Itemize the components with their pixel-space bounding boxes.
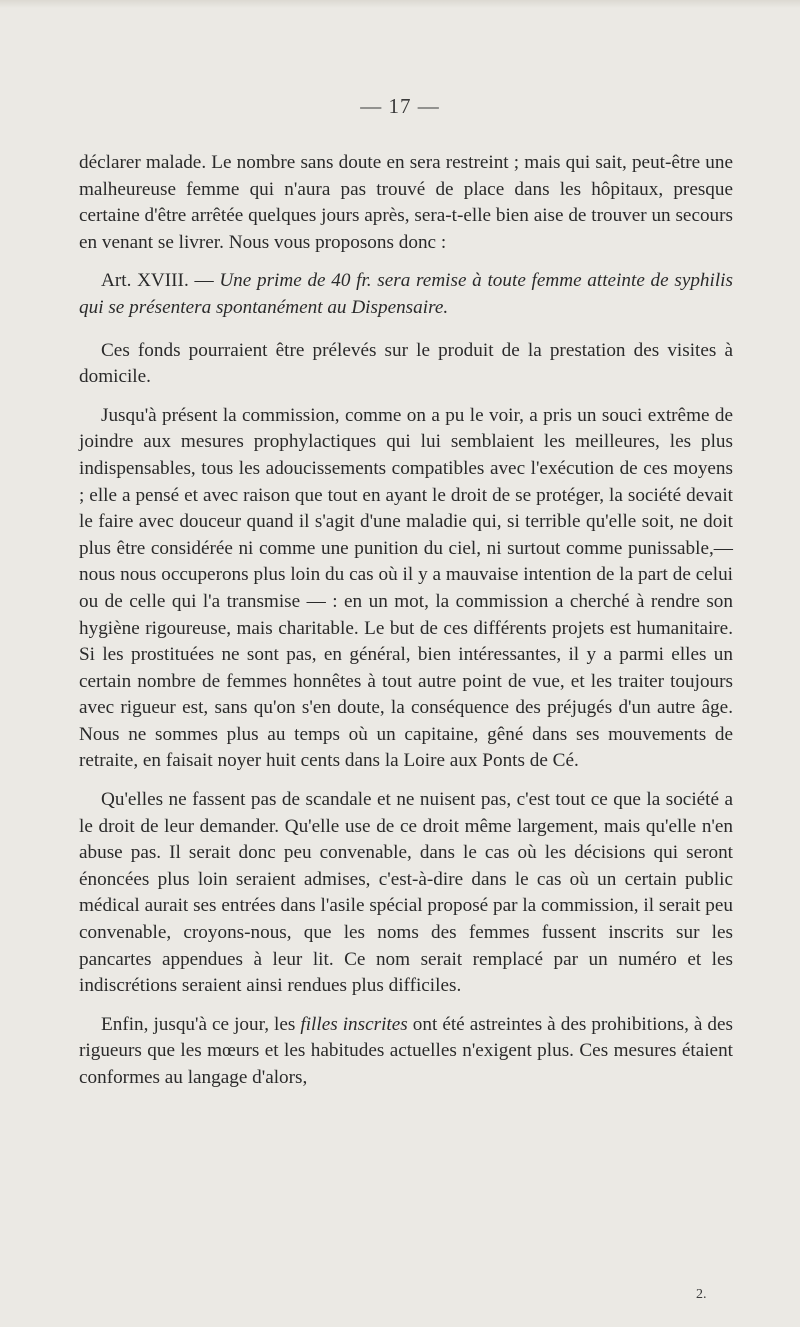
- signature-mark: 2.: [696, 1287, 707, 1302]
- paragraph-5-end: ont été astreintes à des prohibitions, à des rigueurs que les mœurs et les habitudes actuelles n'exigent plus. Ces mesures étaient conformes au langage d'alors,: [79, 1013, 734, 1088]
- paragraph-3: Jusqu'à présent la commission, comme on a pu le voir, a pris un souci extrême de joindre aux mesures prophylactiques qui lui semblaient les meilleures, les plus indispensables, tous les adoucissements compatibles avec l'exécution de ces moyens ; elle a pensé et avec raison que tout en ayant le droit de se protéger, la société devait le faire avec douceur quand il s'agit d'une maladie qui, si terrible qu'elle soit, ne doit plus être considérée ni comme une punition du ciel, ni surtout comme punissable,— nous nous occuperons plus loin du cas où il y a mauvaise intention de la part de celui ou de celle qui l'a transmise — : en un mot, la commission a cherché à rendre son hygiène rigoureuse, mais charitable. Le but de ces différents projets est humanitaire. Si les prostituées ne sont pas, en général, bien intéressantes, il y a parmi elles un certain nombre de femmes honnêtes à tout autre point de vue, et les traiter toujours avec rigueur est, sans qu'on s'en doute, la conséquence des préjugés d'un autre âge. Nous ne sommes plus au temps où un capitaine, gêné dans ses mouvements de retraite, en faisait noyer huit cents dans la Loire aux Ponts de Cé.: [79, 404, 733, 772]
- article-label: Art. XVIII. —: [101, 270, 220, 292]
- paragraph-2: Ces fonds pourraient être prélevés sur le produit de la prestation des visites à domicile.: [79, 339, 733, 388]
- paragraph-5-italic: filles inscrites: [300, 1013, 408, 1035]
- paragraph-1: déclarer malade. Le nombre sans doute en sera restreint ; mais qui sait, peut-être une malheureuse femme qui n'aura pas trouvé de place dans les hôpitaux, presque certaine d'être arrêtée quelques jours après, sera-t-elle bien aise de trouver un secours en venant se livrer. Nous vous proposons donc :: [79, 152, 733, 253]
- page-top-edge: [0, 0, 800, 8]
- article-xviii: [79, 268, 733, 321]
- body-text: [79, 150, 733, 1104]
- paragraph-5-start: Enfin, jusqu'à ce jour, les: [101, 1013, 301, 1035]
- paragraph-4: Qu'elles ne fassent pas de scandale et ne nuisent pas, c'est tout ce que la société a le droit de leur demander. Qu'elle use de ce droit même largement, mais qu'elle n'en abuse pas. Il serait donc peu convenable, dans le cas où les décisions qui seront énoncées plus loin seraient admises, c'est-à-dire dans le cas où un certain public médical aurait ses entrées dans l'asile spécial proposé par la commission, il serait peu convenable, croyons-nous, que les noms des femmes fussent inscrits sur les pancartes appendues à leur lit. Ce nom serait remplacé par un numéro et les indiscrétions seraient ainsi rendues plus difficiles.: [79, 789, 733, 997]
- paragraph-5: [79, 1012, 733, 1092]
- article-text: Une prime de 40 fr. sera remise à toute femme atteinte de syphilis qui se présentera spontanément au Dispensaire.: [79, 270, 733, 318]
- page-number: — 17 —: [360, 94, 440, 118]
